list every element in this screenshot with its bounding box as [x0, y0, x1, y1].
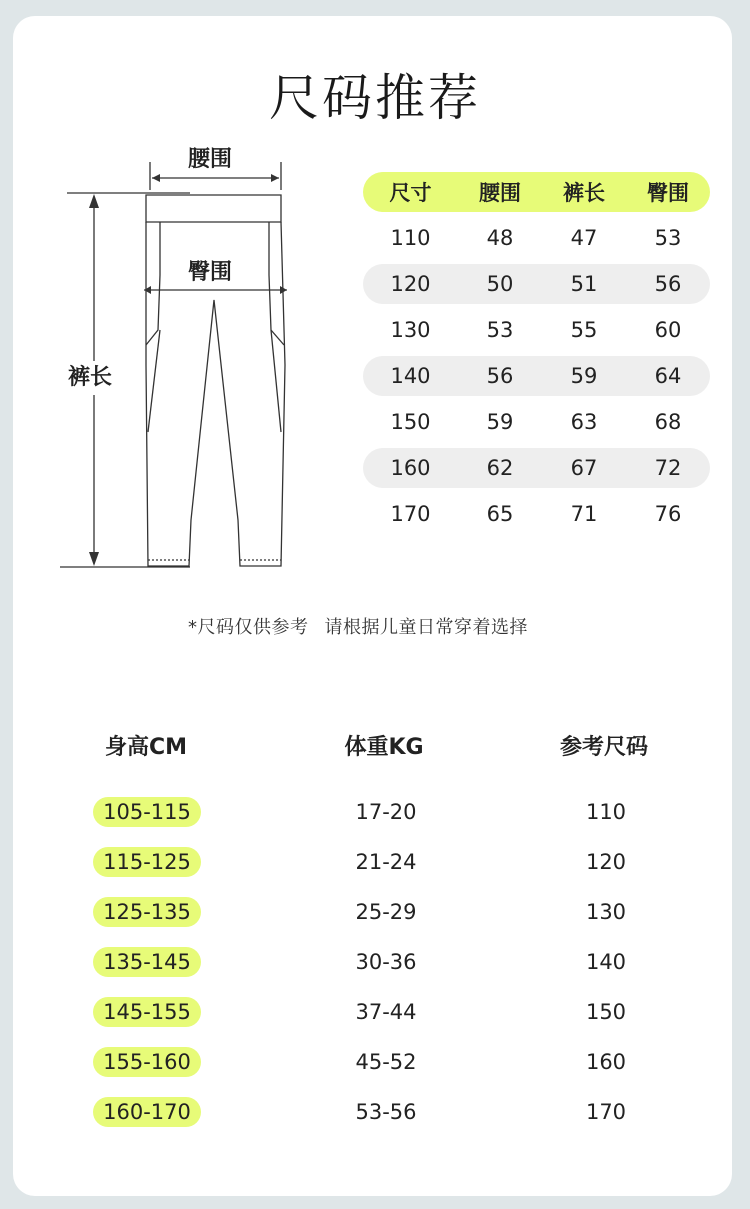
- weight-range: 17-20: [355, 800, 417, 824]
- length-arrow-bottom: [89, 552, 99, 566]
- recommended-size: 150: [585, 1000, 627, 1024]
- note-advice: 请根据儿童日常穿着选择: [324, 617, 528, 638]
- weight-range: 21-24: [355, 850, 417, 874]
- table-row: [363, 310, 710, 350]
- cell-length: 63: [570, 410, 598, 434]
- cell-hip: 76: [654, 502, 682, 526]
- cell-waist: 53: [486, 318, 514, 342]
- table-row: [363, 218, 710, 258]
- height-range-pill: 160-170: [93, 1097, 201, 1127]
- recommended-size: 130: [585, 900, 627, 924]
- cell-size: 140: [390, 364, 431, 388]
- cell-length: 51: [570, 272, 598, 296]
- cell-waist: 50: [486, 272, 514, 296]
- waistband-outline: [146, 195, 281, 222]
- waist-arrow-right: [271, 174, 279, 182]
- cell-length: 67: [570, 456, 598, 480]
- waist-label: 腰围: [188, 147, 233, 172]
- cell-hip: 64: [654, 364, 682, 388]
- height-range-pill: 155-160: [93, 1047, 201, 1077]
- cell-length: 71: [570, 502, 598, 526]
- table-row: [0, 947, 750, 997]
- header-size: 尺寸: [389, 181, 432, 205]
- cell-waist: 65: [486, 502, 514, 526]
- recommended-size: 110: [585, 800, 627, 824]
- cell-size: 170: [390, 502, 431, 526]
- header-hip: 臀围: [647, 181, 689, 205]
- cell-waist: 48: [486, 226, 514, 250]
- cell-size: 160: [390, 456, 431, 480]
- table-row: [0, 997, 750, 1047]
- hip-label: 臀围: [188, 260, 233, 285]
- size-table: [363, 172, 710, 534]
- cell-hip: 68: [654, 410, 682, 434]
- recommended-size: 140: [585, 950, 627, 974]
- cell-length: 47: [570, 226, 598, 250]
- cell-length: 59: [570, 364, 598, 388]
- left-fold-line: [146, 222, 160, 345]
- length-label: 裤长: [66, 361, 114, 395]
- header-length: 裤长: [563, 181, 605, 205]
- header-waist: 腰围: [479, 181, 521, 205]
- table-row: [0, 797, 750, 847]
- cell-waist: 62: [486, 456, 514, 480]
- table-row: [0, 1097, 750, 1147]
- height-range-pill: 105-115: [93, 797, 201, 827]
- table-row: [363, 356, 710, 396]
- recommended-size: 120: [585, 850, 627, 874]
- hip-arrow-left: [144, 286, 151, 294]
- cell-size: 150: [390, 410, 431, 434]
- table-row: [363, 402, 710, 442]
- table-row: [0, 1047, 750, 1097]
- recommended-size: 170: [585, 1100, 627, 1124]
- size-table-header: [363, 172, 710, 212]
- cell-waist: 56: [486, 364, 514, 388]
- header-height: 身高CM: [104, 735, 188, 760]
- cell-hip: 60: [654, 318, 682, 342]
- cell-hip: 72: [654, 456, 682, 480]
- height-range-pill: 115-125: [93, 847, 201, 877]
- cell-hip: 53: [654, 226, 682, 250]
- weight-range: 53-56: [355, 1100, 417, 1124]
- cell-size: 110: [390, 226, 431, 250]
- header-recommended-size: 参考尺码: [559, 735, 648, 760]
- cell-length: 55: [570, 318, 598, 342]
- reference-table: [0, 797, 750, 1147]
- table-row: [363, 494, 710, 534]
- weight-range: 25-29: [355, 900, 417, 924]
- left-pocket-line: [148, 330, 160, 432]
- height-range-pill: 135-145: [93, 947, 201, 977]
- header-weight: 体重KG: [344, 735, 424, 760]
- height-range-pill: 125-135: [93, 897, 201, 927]
- cell-size: 120: [390, 272, 431, 296]
- size-note: [0, 613, 716, 639]
- table-row: [363, 264, 710, 304]
- weight-range: 30-36: [355, 950, 417, 974]
- page-title: 尺码推荐: [269, 69, 481, 127]
- waist-arrow-left: [152, 174, 160, 182]
- weight-range: 45-52: [355, 1050, 417, 1074]
- cell-waist: 59: [486, 410, 514, 434]
- table-row: [0, 847, 750, 897]
- cell-hip: 56: [654, 272, 682, 296]
- note-disclaimer: *尺码仅供参考: [188, 617, 309, 638]
- cell-size: 130: [390, 318, 431, 342]
- length-arrow-top: [89, 194, 99, 208]
- recommended-size: 160: [585, 1050, 627, 1074]
- height-range-pill: 145-155: [93, 997, 201, 1027]
- right-pocket-line: [271, 330, 281, 432]
- table-row: [0, 897, 750, 947]
- table-row: [363, 448, 710, 488]
- weight-range: 37-44: [355, 1000, 417, 1024]
